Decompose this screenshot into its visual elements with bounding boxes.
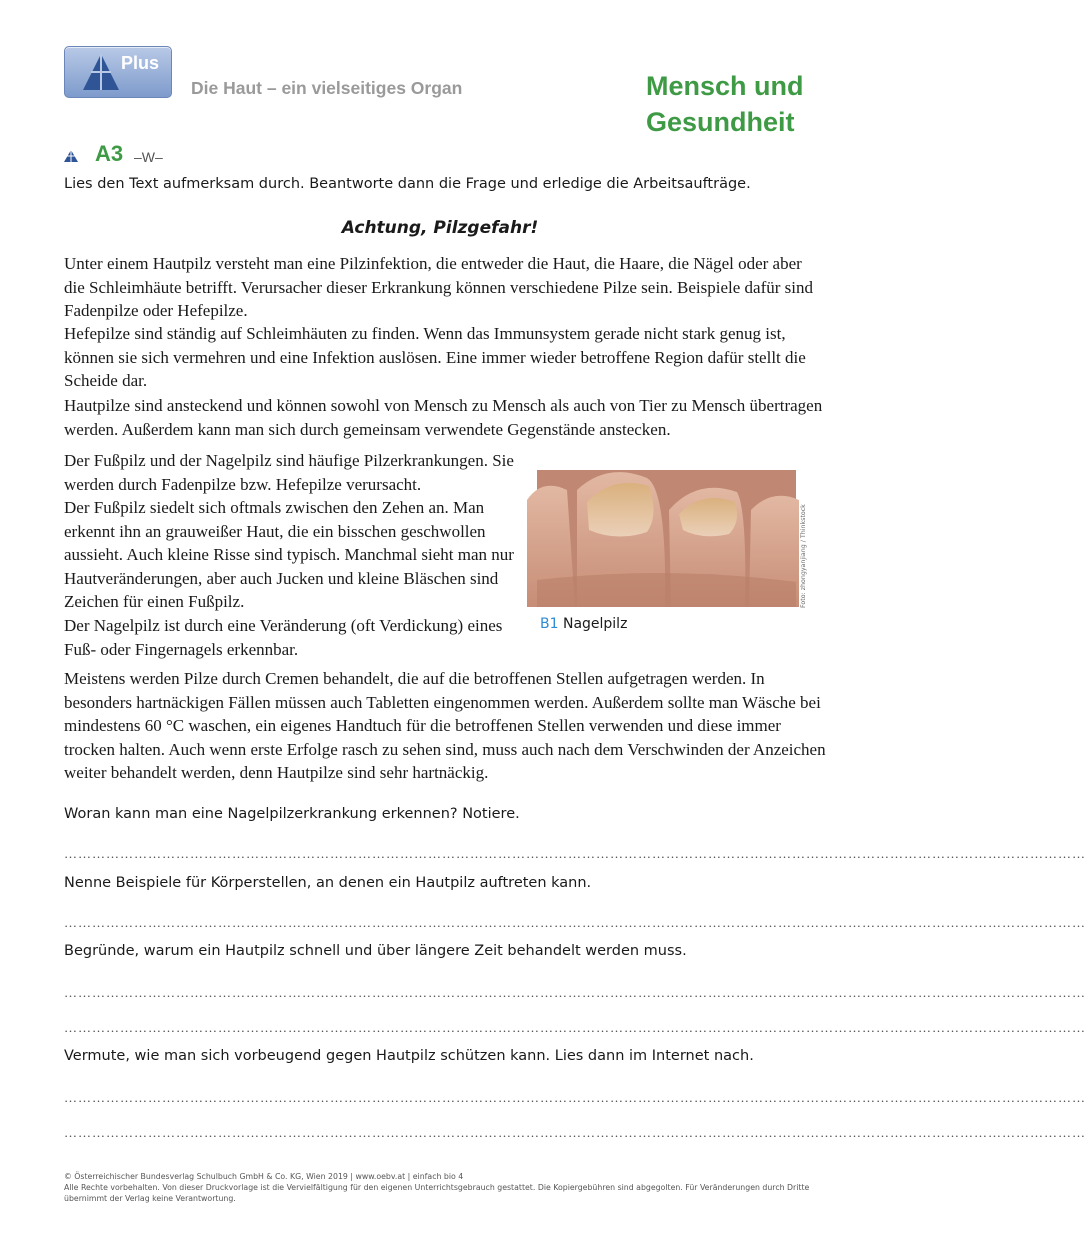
paragraph: Hefepilze sind ständig auf Schleimhäuten zu finden. Wenn das Immunsystem gerade nicht stark genug ist, können sie sich vermehren und eine Infektion auslösen. Eine immer wieder betroffene Region dafür stellt die Scheide dar. — [64, 324, 806, 390]
answer-line[interactable]: ………………………………………………………………………………………………………………………………………………………………………………………………… — [64, 1125, 1086, 1140]
copyright-footer — [64, 1171, 824, 1205]
question: Nenne Beispiele für Körperstellen, an denen ein Hautpilz auftreten kann. — [64, 875, 592, 891]
task-code: A3 — [95, 141, 124, 166]
plus-level-icon — [64, 150, 78, 162]
footer-line: Alle Rechte vorbehalten. Von dieser Druckvorlage ist die Vervielfältigung für den eigenen Unterrichtsgebrauch gestattet. Die Kopiergebühren sind abgegolten. Für Veränderungen durch Dritte übernimmt der Verlag keine Verantwortung. — [64, 1183, 810, 1204]
nail-fungus-photo — [537, 470, 796, 607]
task-marker: –W– — [134, 149, 163, 165]
plus-logo — [64, 46, 172, 98]
answer-line[interactable]: ………………………………………………………………………………………………………………………………………………………………………………………………… — [64, 1090, 1086, 1105]
answer-line[interactable]: ………………………………………………………………………………………………………………………………………………………………………………………………… — [64, 985, 1086, 1000]
logo-label: Plus — [121, 53, 160, 73]
figure-caption — [540, 616, 627, 632]
paragraph: Der Nagelpilz ist durch eine Veränderung (oft Verdickung) eines Fuß- oder Fingernagels erkennbar. — [64, 616, 503, 659]
paragraph: Meistens werden Pilze durch Cremen behandelt, die auf die betroffenen Stellen aufgetragen werden. In besonders hartnäckigen Fällen müssen auch Tabletten eingenommen werden. Außerdem sollte man Wäsche bei mindestens 60 °C waschen, ein eigenes Handtuch für die betroffenen Stellen verwenden und diese immer trocken halten. Auch wenn erste Erfolge rasch zu sehen sind, muss auch nach dem Verschwinden der Anzeichen weiter behandelt werden, denn Hautpilze sind sehr hartnäckig. — [64, 669, 826, 782]
paragraph: Der Fußpilz und der Nagelpilz sind häufige Pilzerkrankungen. Sie werden durch Fadenpilze bzw. Hefepilze verursacht. — [64, 451, 514, 494]
answer-line[interactable]: ………………………………………………………………………………………………………………………………………………………………………………………………… — [64, 846, 1086, 861]
paragraph: Der Fußpilz siedelt sich oftmals zwischen den Zehen an. Man erkennt ihn an grauweißer Haut, die ein bisschen geschwollen aussieht. Auch kleine Risse sind typisch. Manchmal sieht man nur Hautveränderungen, aber auch Jucken und kleine Bläschen sind Zeichen für einen Fußpilz. — [64, 498, 514, 611]
question: Woran kann man eine Nagelpilzerkrankung erkennen? Notiere. — [64, 806, 520, 822]
triangle-logo-icon — [81, 52, 121, 92]
text-title: Achtung, Pilzgefahr! — [341, 218, 539, 238]
question: Vermute, wie man sich vorbeugend gegen Hautpilz schützen kann. Lies dann im Internet nach. — [64, 1048, 754, 1064]
paragraph: Unter einem Hautpilz versteht man eine Pilzinfektion, die entweder die Haut, die Haare, die Nägel oder aber die Schleimhäute betrifft. Verursacher dieser Erkrankung können verschiedene Pilze sein. Beispiele dafür sind Fadenpilze oder Hefepilze. — [64, 254, 814, 320]
toes-illustration-icon — [537, 470, 796, 607]
answer-line[interactable]: ………………………………………………………………………………………………………………………………………………………………………………………………… — [64, 915, 1086, 930]
answer-line[interactable]: ………………………………………………………………………………………………………………………………………………………………………………………………… — [64, 1020, 1086, 1035]
paragraph: Hautpilze sind ansteckend und können sowohl von Mensch zu Mensch als auch von Tier zu Mensch übertragen werden. Außerdem kann man sich durch gemeinsam verwendete Gegenstände anstecken. — [64, 396, 823, 439]
task-instruction: Lies den Text aufmerksam durch. Beantworte dann die Frage und erledige die Arbeitsaufträge. — [64, 176, 751, 192]
chapter-subtitle: Die Haut – ein vielseitiges Organ — [191, 78, 463, 98]
question: Begründe, warum ein Hautpilz schnell und über längere Zeit behandelt werden muss. — [64, 943, 687, 959]
photo-credit: Foto: zhongyanjiang / Thinkstock — [800, 504, 807, 608]
figure-number: B1 — [540, 616, 559, 632]
footer-line: © Österreichischer Bundesverlag Schulbuch GmbH & Co. KG, Wien 2019 | www.oebv.at | einfach bio 4 — [64, 1172, 464, 1181]
chapter-title: Mensch und Gesundheit — [646, 71, 804, 137]
figure-caption-text: Nagelpilz — [562, 616, 628, 632]
